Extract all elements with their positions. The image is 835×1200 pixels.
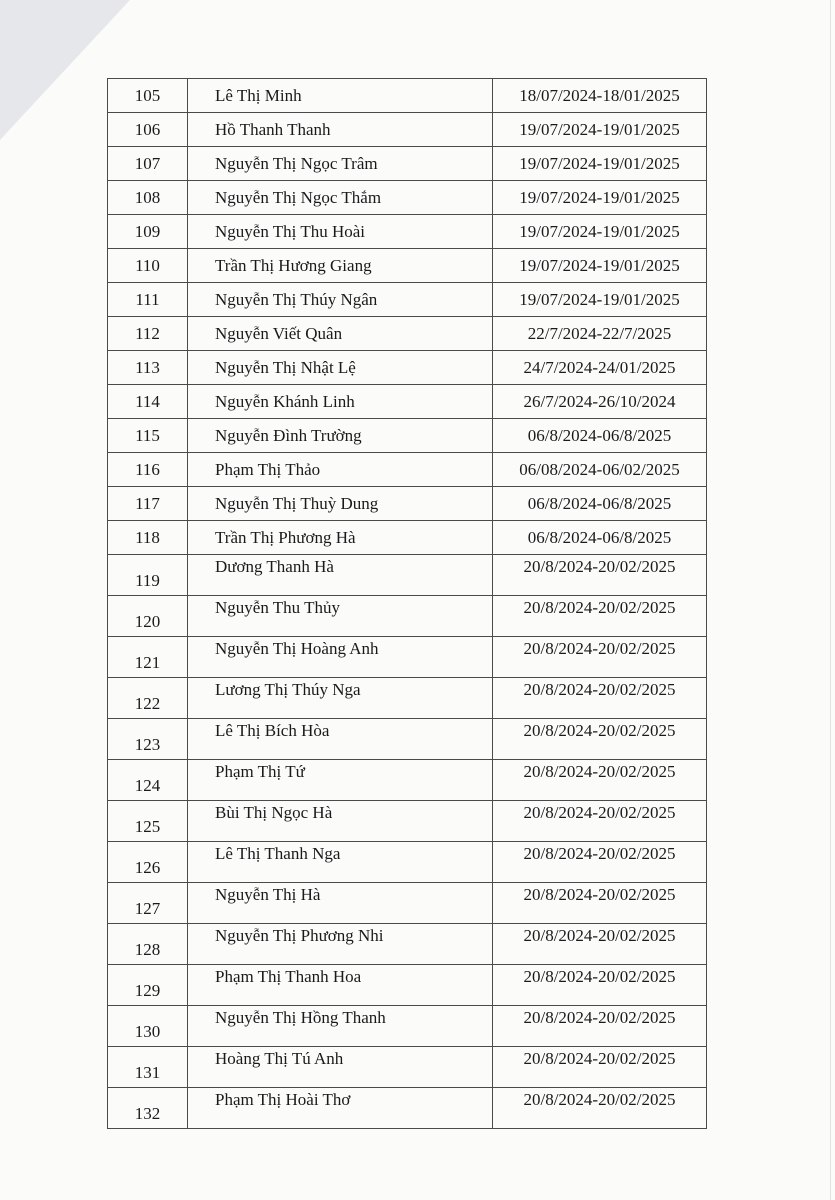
- table-row: [108, 678, 707, 719]
- person-name: Hoàng Thị Tú Anh: [188, 1047, 493, 1088]
- person-name: Trần Thị Phương Hà: [188, 521, 493, 555]
- table-row: [108, 924, 707, 965]
- row-number: 129: [108, 965, 188, 1006]
- person-name: Nguyễn Thu Thủy: [188, 596, 493, 637]
- row-number: 117: [108, 487, 188, 521]
- table-row: [108, 965, 707, 1006]
- date-range: 20/8/2024-20/02/2025: [493, 555, 707, 596]
- person-name: Hồ Thanh Thanh: [188, 113, 493, 147]
- date-range: 26/7/2024-26/10/2024: [493, 385, 707, 419]
- person-name: Nguyễn Thị Nhật Lệ: [188, 351, 493, 385]
- row-number: 115: [108, 419, 188, 453]
- date-range: 06/8/2024-06/8/2025: [493, 419, 707, 453]
- table-row: [108, 215, 707, 249]
- table-row: [108, 842, 707, 883]
- date-range: 22/7/2024-22/7/2025: [493, 317, 707, 351]
- row-number: 120: [108, 596, 188, 637]
- row-number: 131: [108, 1047, 188, 1088]
- row-number: 114: [108, 385, 188, 419]
- person-name: Dương Thanh Hà: [188, 555, 493, 596]
- row-number: 108: [108, 181, 188, 215]
- date-range: 20/8/2024-20/02/2025: [493, 637, 707, 678]
- date-range: 19/07/2024-19/01/2025: [493, 147, 707, 181]
- date-range: 20/8/2024-20/02/2025: [493, 924, 707, 965]
- row-number: 119: [108, 555, 188, 596]
- row-number: 125: [108, 801, 188, 842]
- date-range: 06/08/2024-06/02/2025: [493, 453, 707, 487]
- row-number: 122: [108, 678, 188, 719]
- table-row: [108, 181, 707, 215]
- date-range: 19/07/2024-19/01/2025: [493, 283, 707, 317]
- person-name: Nguyễn Đình Trường: [188, 419, 493, 453]
- person-name: Lê Thị Minh: [188, 79, 493, 113]
- date-range: 19/07/2024-19/01/2025: [493, 249, 707, 283]
- person-name: Nguyễn Viết Quân: [188, 317, 493, 351]
- row-number: 121: [108, 637, 188, 678]
- row-number: 110: [108, 249, 188, 283]
- red-stamp-fragment: [805, 438, 827, 578]
- table-row: [108, 453, 707, 487]
- table-row: [108, 79, 707, 113]
- person-name: Nguyễn Khánh Linh: [188, 385, 493, 419]
- date-range: 20/8/2024-20/02/2025: [493, 842, 707, 883]
- table-row: [108, 596, 707, 637]
- row-number: 116: [108, 453, 188, 487]
- table-row: [108, 351, 707, 385]
- date-range: 20/8/2024-20/02/2025: [493, 1088, 707, 1129]
- person-name: Nguyễn Thị Hà: [188, 883, 493, 924]
- date-range: 20/8/2024-20/02/2025: [493, 965, 707, 1006]
- table-row: [108, 521, 707, 555]
- table-row: [108, 1006, 707, 1047]
- date-range: 20/8/2024-20/02/2025: [493, 678, 707, 719]
- row-number: 123: [108, 719, 188, 760]
- date-range: 20/8/2024-20/02/2025: [493, 801, 707, 842]
- row-number: 130: [108, 1006, 188, 1047]
- row-number: 112: [108, 317, 188, 351]
- row-number: 118: [108, 521, 188, 555]
- person-name: Nguyễn Thị Hồng Thanh: [188, 1006, 493, 1047]
- table-row: [108, 487, 707, 521]
- person-name: Trần Thị Hương Giang: [188, 249, 493, 283]
- date-range: 06/8/2024-06/8/2025: [493, 487, 707, 521]
- date-range: 20/8/2024-20/02/2025: [493, 719, 707, 760]
- date-range: 19/07/2024-19/01/2025: [493, 215, 707, 249]
- person-name: Nguyễn Thị Ngọc Trâm: [188, 147, 493, 181]
- table-row: [108, 719, 707, 760]
- person-name: Lê Thị Bích Hòa: [188, 719, 493, 760]
- date-range: 20/8/2024-20/02/2025: [493, 1047, 707, 1088]
- person-name: Nguyễn Thị Thuỳ Dung: [188, 487, 493, 521]
- table-row: [108, 419, 707, 453]
- person-name: Nguyễn Thị Ngọc Thắm: [188, 181, 493, 215]
- person-name: Phạm Thị Thanh Hoa: [188, 965, 493, 1006]
- row-number: 132: [108, 1088, 188, 1129]
- person-name: Bùi Thị Ngọc Hà: [188, 801, 493, 842]
- date-range: 18/07/2024-18/01/2025: [493, 79, 707, 113]
- table-row: [108, 883, 707, 924]
- person-name: Nguyễn Thị Phương Nhi: [188, 924, 493, 965]
- table-row: [108, 637, 707, 678]
- row-number: 106: [108, 113, 188, 147]
- table-row: [108, 760, 707, 801]
- person-name: Lương Thị Thúy Nga: [188, 678, 493, 719]
- row-number: 126: [108, 842, 188, 883]
- row-number: 105: [108, 79, 188, 113]
- table-row: [108, 1088, 707, 1129]
- row-number: 128: [108, 924, 188, 965]
- row-number: 127: [108, 883, 188, 924]
- table-row: [108, 147, 707, 181]
- date-range: 06/8/2024-06/8/2025: [493, 521, 707, 555]
- date-range: 20/8/2024-20/02/2025: [493, 1006, 707, 1047]
- person-name: Phạm Thị Thảo: [188, 453, 493, 487]
- table-row: [108, 555, 707, 596]
- row-number: 109: [108, 215, 188, 249]
- roster-table-body: [108, 79, 707, 1129]
- table-row: [108, 317, 707, 351]
- table-row: [108, 385, 707, 419]
- table-row: [108, 113, 707, 147]
- row-number: 124: [108, 760, 188, 801]
- roster-table: [107, 78, 707, 1129]
- person-name: Phạm Thị Hoài Thơ: [188, 1088, 493, 1129]
- person-name: Nguyễn Thị Thu Hoài: [188, 215, 493, 249]
- row-number: 107: [108, 147, 188, 181]
- table-row: [108, 801, 707, 842]
- table-row: [108, 249, 707, 283]
- table-row: [108, 283, 707, 317]
- table-row: [108, 1047, 707, 1088]
- row-number: 111: [108, 283, 188, 317]
- date-range: 20/8/2024-20/02/2025: [493, 596, 707, 637]
- row-number: 113: [108, 351, 188, 385]
- person-name: Phạm Thị Tứ: [188, 760, 493, 801]
- date-range: 20/8/2024-20/02/2025: [493, 883, 707, 924]
- page-edge: [830, 0, 831, 1200]
- person-name: Lê Thị Thanh Nga: [188, 842, 493, 883]
- date-range: 19/07/2024-19/01/2025: [493, 113, 707, 147]
- date-range: 24/7/2024-24/01/2025: [493, 351, 707, 385]
- date-range: 19/07/2024-19/01/2025: [493, 181, 707, 215]
- person-name: Nguyễn Thị Hoàng Anh: [188, 637, 493, 678]
- date-range: 20/8/2024-20/02/2025: [493, 760, 707, 801]
- person-name: Nguyễn Thị Thúy Ngân: [188, 283, 493, 317]
